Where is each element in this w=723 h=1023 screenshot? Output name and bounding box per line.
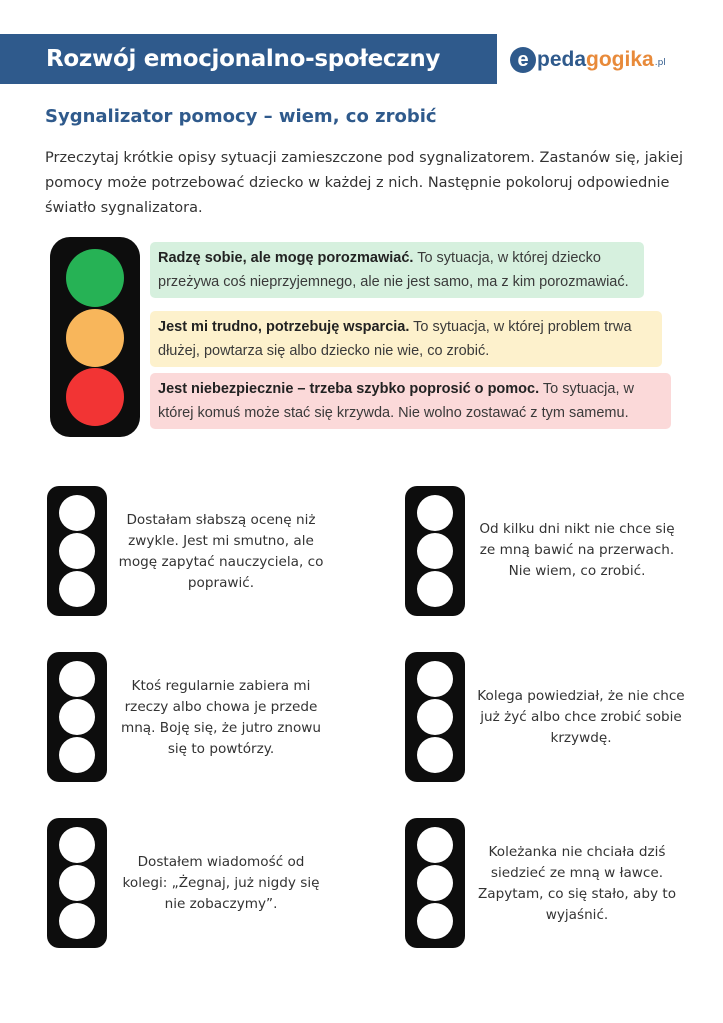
- traffic-light-6: [405, 818, 465, 948]
- logo-text: [537, 48, 654, 72]
- yellow-lamp: [66, 309, 124, 367]
- light-1-middle[interactable]: [59, 533, 95, 569]
- logo-text-b: gogika: [586, 48, 654, 71]
- red-lamp: [66, 368, 124, 426]
- light-4-top[interactable]: [417, 661, 453, 697]
- traffic-light-2: [405, 486, 465, 616]
- light-3-top[interactable]: [59, 661, 95, 697]
- light-4-bottom[interactable]: [417, 737, 453, 773]
- legend-yellow: [150, 311, 662, 367]
- light-6-bottom[interactable]: [417, 903, 453, 939]
- logo-text-a: peda: [537, 48, 587, 71]
- page-title: Rozwój emocjonalno-społeczny: [46, 46, 441, 72]
- legend-yellow-text: To sytuacja, w której problem trwa dłużej, powtarza się albo dziecko nie wie, co zrobić.: [158, 319, 632, 359]
- traffic-light-4: [405, 652, 465, 782]
- light-5-top[interactable]: [59, 827, 95, 863]
- legend-green-text: To sytuacja, w której dziecko przeżywa coś nieprzyjemnego, ale nie jest samo, ma z kim porozmawiać.: [158, 250, 629, 290]
- light-2-top[interactable]: [417, 495, 453, 531]
- worksheet-subtitle: Sygnalizator pomocy – wiem, co zrobić: [45, 106, 437, 127]
- light-6-top[interactable]: [417, 827, 453, 863]
- light-3-bottom[interactable]: [59, 737, 95, 773]
- traffic-light-5: [47, 818, 107, 948]
- traffic-light-legend: [50, 237, 140, 437]
- light-5-middle[interactable]: [59, 865, 95, 901]
- green-lamp: [66, 249, 124, 307]
- legend-red-bold: Jest niebezpiecznie – trzeba szybko poprosić o pomoc.: [158, 381, 540, 397]
- logo-suffix: .pl: [654, 58, 666, 68]
- light-4-middle[interactable]: [417, 699, 453, 735]
- legend-red-text: To sytuacja, w której komuś może stać się krzywda. Nie wolno zostawać z tym samemu.: [158, 381, 634, 421]
- light-6-middle[interactable]: [417, 865, 453, 901]
- light-1-top[interactable]: [59, 495, 95, 531]
- header-bar: [0, 34, 497, 84]
- scenario-2: Od kilku dni nikt nie chce się ze mną bawić na przerwach. Nie wiem, co zrobić.: [479, 521, 675, 579]
- epedagogika-logo[interactable]: [510, 44, 666, 76]
- scenario-4: Kolega powiedział, że nie chce już żyć albo chce zrobić sobie krzywdę.: [477, 688, 685, 746]
- scenario-1: Dostałam słabszą ocenę niż zwykle. Jest mi smutno, ale mogę zapytać nauczyciela, co poprawić.: [118, 512, 324, 591]
- legend-yellow-bold: Jest mi trudno, potrzebuję wsparcia.: [158, 319, 410, 335]
- legend-green-bold: Radzę sobie, ale mogę porozmawiać.: [158, 250, 414, 266]
- light-5-bottom[interactable]: [59, 903, 95, 939]
- legend-green: [150, 242, 644, 298]
- legend-red: [150, 373, 671, 429]
- light-1-bottom[interactable]: [59, 571, 95, 607]
- scenario-5: Dostałem wiadomość od kolegi: „Żegnaj, już nigdy się nie zobaczymy”.: [122, 854, 320, 912]
- traffic-light-3: [47, 652, 107, 782]
- scenario-6: Koleżanka nie chciała dziś siedzieć ze mną w ławce. Zapytam, co się stało, aby to wyjaśnić.: [477, 844, 677, 923]
- light-2-middle[interactable]: [417, 533, 453, 569]
- instructions: Przeczytaj krótkie opisy sytuacji zamieszczone pod sygnalizatorem. Zastanów się, jakiej pomocy może potrzebować dziecko w każdej z nich. Następnie pokoloruj odpowiednie światło sygnalizatora.: [45, 150, 684, 216]
- scenario-3: Ktoś regularnie zabiera mi rzeczy albo chowa je przede mną. Boję się, że jutro znowu się to powtórzy.: [120, 678, 322, 757]
- logo-letter: e: [510, 47, 536, 73]
- light-3-middle[interactable]: [59, 699, 95, 735]
- traffic-light-1: [47, 486, 107, 616]
- light-2-bottom[interactable]: [417, 571, 453, 607]
